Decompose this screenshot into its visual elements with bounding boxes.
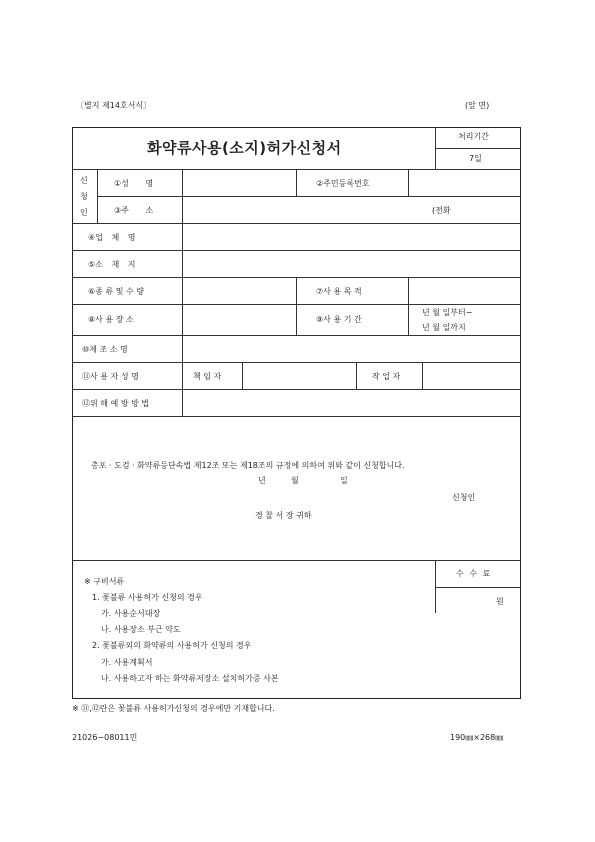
- manufacturer-field[interactable]: [184, 337, 519, 360]
- row-divider: [435, 148, 521, 149]
- applicant-label-3: 인: [80, 208, 88, 217]
- period-from: 년 월 일부터−: [422, 308, 473, 317]
- period-to: 년 월 일까지: [422, 323, 466, 332]
- paper-size: 190㎜×268㎜: [450, 733, 504, 742]
- processing-period-label: 처리기간: [458, 132, 489, 141]
- col-divider: [242, 362, 243, 389]
- form-code: 21026−08011민: [72, 733, 138, 742]
- fee-label: 수 수 료: [456, 569, 491, 578]
- document-item: 나. 사용하고자 하는 화약류저장소 설치허가증 사본: [101, 674, 279, 683]
- col-divider: [97, 169, 98, 223]
- col-divider: [422, 362, 423, 389]
- date-year: 년: [258, 476, 266, 485]
- row-divider: [72, 362, 521, 363]
- row-divider: [72, 560, 521, 561]
- col-divider: [356, 362, 357, 389]
- responsible-label: 책 임 자: [193, 372, 222, 381]
- row-divider: [72, 389, 521, 390]
- date-day: 일: [340, 476, 348, 485]
- declaration-statement: 총포 · 도검 · 화약류등단속법 제12조 또는 제18조의 규정에 의하여 위와 같이 신청합니다.: [91, 461, 405, 470]
- col-divider: [296, 277, 297, 335]
- fee-unit: 원: [496, 597, 504, 606]
- user-name-label: ⑪사 용 자 성 명: [82, 372, 139, 381]
- page-side-label: (앞 면): [465, 101, 490, 110]
- document-item: 2. 꽃불류외의 화약류의 사용허가 신청의 경우: [92, 641, 252, 650]
- address-field[interactable]: [184, 198, 424, 221]
- address-label: ③주 소: [114, 206, 154, 215]
- location-label: ⑤소 재 지: [88, 260, 136, 269]
- location-field[interactable]: [184, 252, 519, 275]
- col-divider: [296, 169, 297, 196]
- addressee: 경 찰 서 장 귀하: [255, 511, 312, 520]
- row-divider: [435, 587, 521, 588]
- processing-period-value: 7일: [469, 154, 482, 163]
- document-item: 나. 사용장소 부근 약도: [101, 625, 181, 634]
- row-divider: [97, 196, 521, 197]
- place-field[interactable]: [184, 306, 294, 333]
- responsible-field[interactable]: [244, 364, 354, 387]
- period-label: ⑨사 용 기 간: [316, 315, 362, 324]
- form-title: 화약류사용(소지)허가신청서: [147, 139, 342, 157]
- business-name-label: ④업 체 명: [88, 233, 136, 242]
- resident-number-field[interactable]: [410, 171, 519, 194]
- row-divider: [72, 416, 521, 417]
- name-field[interactable]: [184, 171, 294, 194]
- date-month: 월: [291, 476, 299, 485]
- form-number: 〔별지 제14호서식〕: [76, 101, 152, 110]
- worker-label: 작 업 자: [372, 372, 401, 381]
- documents-heading: ※ 구비서류: [84, 577, 125, 586]
- business-name-field[interactable]: [184, 225, 519, 248]
- applicant-label-2: 청: [80, 192, 88, 201]
- row-divider: [72, 335, 521, 336]
- col-divider: [435, 560, 436, 613]
- worker-field[interactable]: [424, 364, 519, 387]
- name-label: ①성 명: [114, 179, 154, 188]
- footer-note: ※ ⑪,⑫란은 꽃불류 사용허가신청의 경우에만 기재합니다.: [72, 704, 275, 713]
- prevention-field[interactable]: [184, 391, 519, 414]
- purpose-label: ⑦사 용 목 적: [316, 287, 362, 296]
- document-item: 가. 사용계획서: [101, 658, 153, 667]
- prevention-label: ⑫위 해 예 방 방 법: [82, 399, 150, 408]
- purpose-field[interactable]: [410, 279, 519, 302]
- applicant-label-1: 신: [80, 176, 88, 185]
- col-divider: [408, 277, 409, 335]
- row-divider: [72, 250, 521, 251]
- type-quantity-field[interactable]: [184, 279, 294, 302]
- col-divider: [435, 127, 436, 169]
- resident-number-label: ②주민등록번호: [316, 179, 370, 188]
- phone-label: (전화: [432, 206, 451, 215]
- document-item: 1. 꽃불류 사용허가 신청의 경우: [92, 593, 203, 602]
- row-divider: [72, 223, 521, 224]
- manufacturer-label: ⑩제 조 소 명: [82, 345, 128, 354]
- applicant-sign-label: 신청인: [452, 493, 476, 502]
- col-divider: [408, 169, 409, 196]
- type-quantity-label: ⑥종 류 및 수 량: [88, 287, 144, 296]
- col-divider: [182, 169, 183, 416]
- document-item: 가. 사용순서대장: [101, 609, 161, 618]
- place-label: ⑧사 용 장 소: [88, 315, 134, 324]
